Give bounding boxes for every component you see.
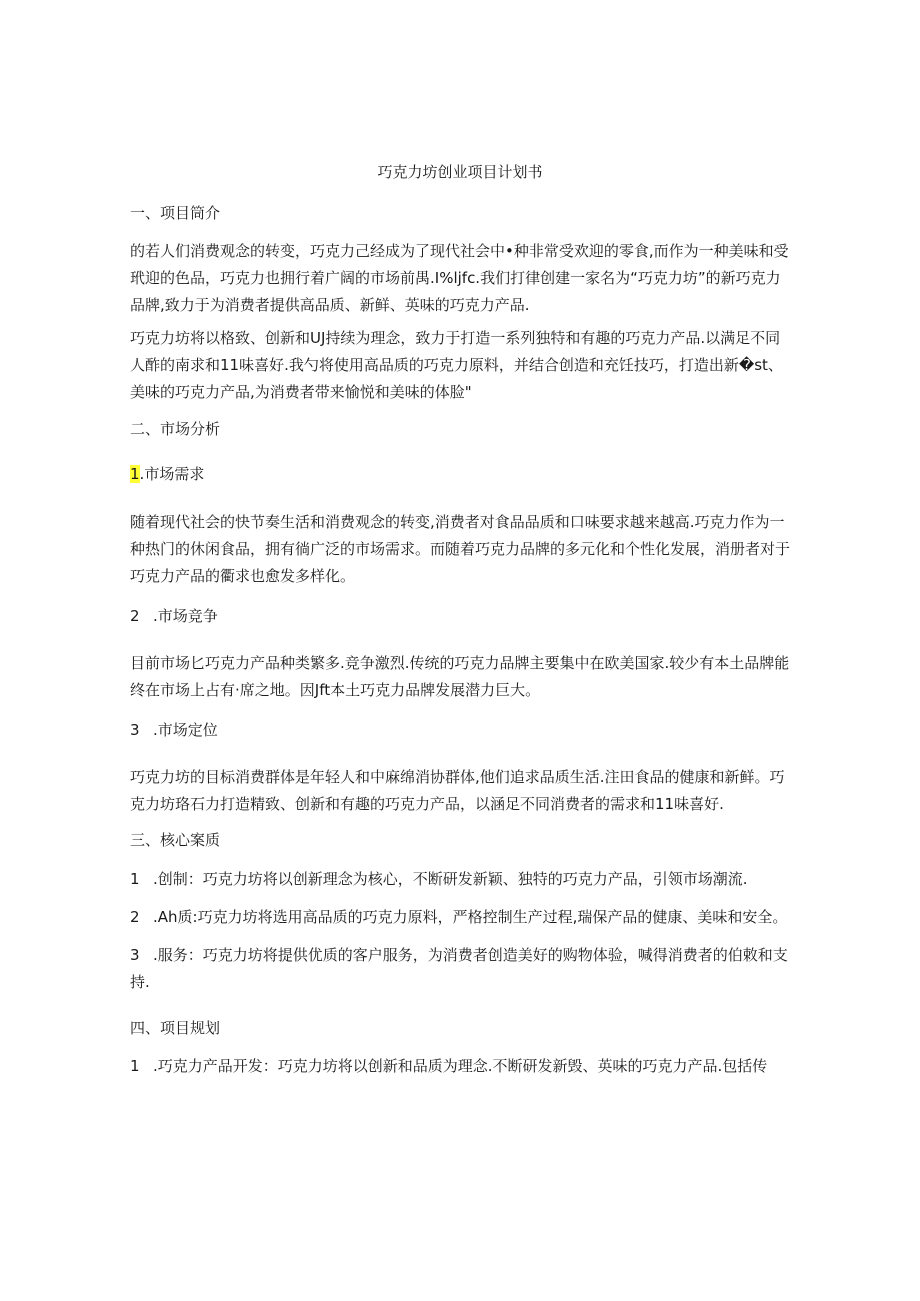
market-demand-text: 随着现代社会的快节奏生活和消费观念的转变,消费者对食品品质和口味要求越来越高.巧克力作为一种热门的休闲食品，拥有徜广泛的市场需求。而随着巧克力品牌的多元化和个性化发展，消册者对于巧克力产品的衢求也愈发多样化。	[130, 513, 791, 585]
core-item-3-text: .服务：巧克力坊将提供优质的客户服务，为消费者创造美好的购物体验，喊得消费者的伯敕和支持.	[130, 946, 788, 991]
market-positioning-heading	[130, 717, 795, 744]
document-title: 巧克力坊创业项目计划书	[377, 163, 543, 181]
plan-item-1	[130, 1053, 795, 1080]
core-item-3	[130, 942, 795, 996]
item-number: 2	[130, 908, 140, 926]
section-4-heading: 四、项目规划	[130, 1019, 221, 1037]
market-demand-heading	[130, 461, 795, 488]
section-3-heading: 三、核心案质	[130, 831, 221, 849]
item-number: 1	[130, 1057, 140, 1075]
core-item-1-text: .创制：巧克力坊将以创新理念为核心，不断研发新颖、独特的巧克力产品，引领市场潮流.	[153, 870, 748, 888]
section-1-paragraph-1: 的若人们消费观念的转变，巧克力己经成为了现代社会中•种非常受欢迎的零食,而作为一种美味和受玳迎的色品，巧克力也拥行着广阔的市场前禺.I%ljfc.我们打律创建一家名为“巧克力坊”的新巧克力品牌,致力于为消费者提供高品质、新鲜、英味的巧克力产品.	[130, 242, 789, 314]
core-item-1	[130, 866, 795, 893]
market-competition-label: .市场竞争	[153, 607, 218, 625]
item-number: 1	[130, 870, 140, 888]
market-competition-heading	[130, 603, 795, 630]
market-demand-label: .市场需求	[139, 465, 205, 483]
section-2-heading: 二、市场分析	[130, 420, 221, 438]
section-1-paragraph-2: 巧克力坊将以格致、创新和UJ持续为理念，致力于打造一系列独特和有趣的巧克力产品.以满足不同人酢的南求和11味喜好.我勺将使用高品质的巧克力原料，并结合创造和充饪技巧，打造出新�st、美味的巧克力产品,为消费者带来愉悦和美味的体脸"	[130, 329, 783, 401]
item-number: 2	[130, 607, 140, 625]
section-1-heading: 一、项目筒介	[130, 204, 221, 222]
market-competition-text: 目前市场匕巧克力产品种类繁多.竞争激烈.传统的巧克力品牌主要集中在欧美国家.较少有本土品牌能终在市场上占有·席之地。因Jft本土巧克力品牌发展潜力巨大。	[130, 654, 790, 699]
item-number: 3	[130, 721, 140, 739]
core-item-2	[130, 904, 810, 931]
core-item-2-text: .Ah质:巧克力坊将选用高品质的巧克力原料，严格控制生产过程,瑞保产品的健康、美味和安全。	[153, 908, 788, 926]
plan-item-1-text: .巧克力产品开发：巧克力坊将以创新和品质为理念.不断研发新毁、英味的巧克力产品.包括传	[153, 1057, 768, 1075]
market-positioning-label: .市场定位	[153, 721, 218, 739]
highlight-number: 1	[130, 465, 140, 483]
item-number: 3	[130, 946, 140, 964]
market-positioning-text: 巧克力坊的目标消费群体是年轻人和中麻绵消协群体,他们追求品质生活.注田食品的健康和新鲜。巧克力坊珞石力打造精致、创新和有趣的巧克力产品，以涵足不同消费者的需求和11味喜好.	[130, 768, 785, 813]
